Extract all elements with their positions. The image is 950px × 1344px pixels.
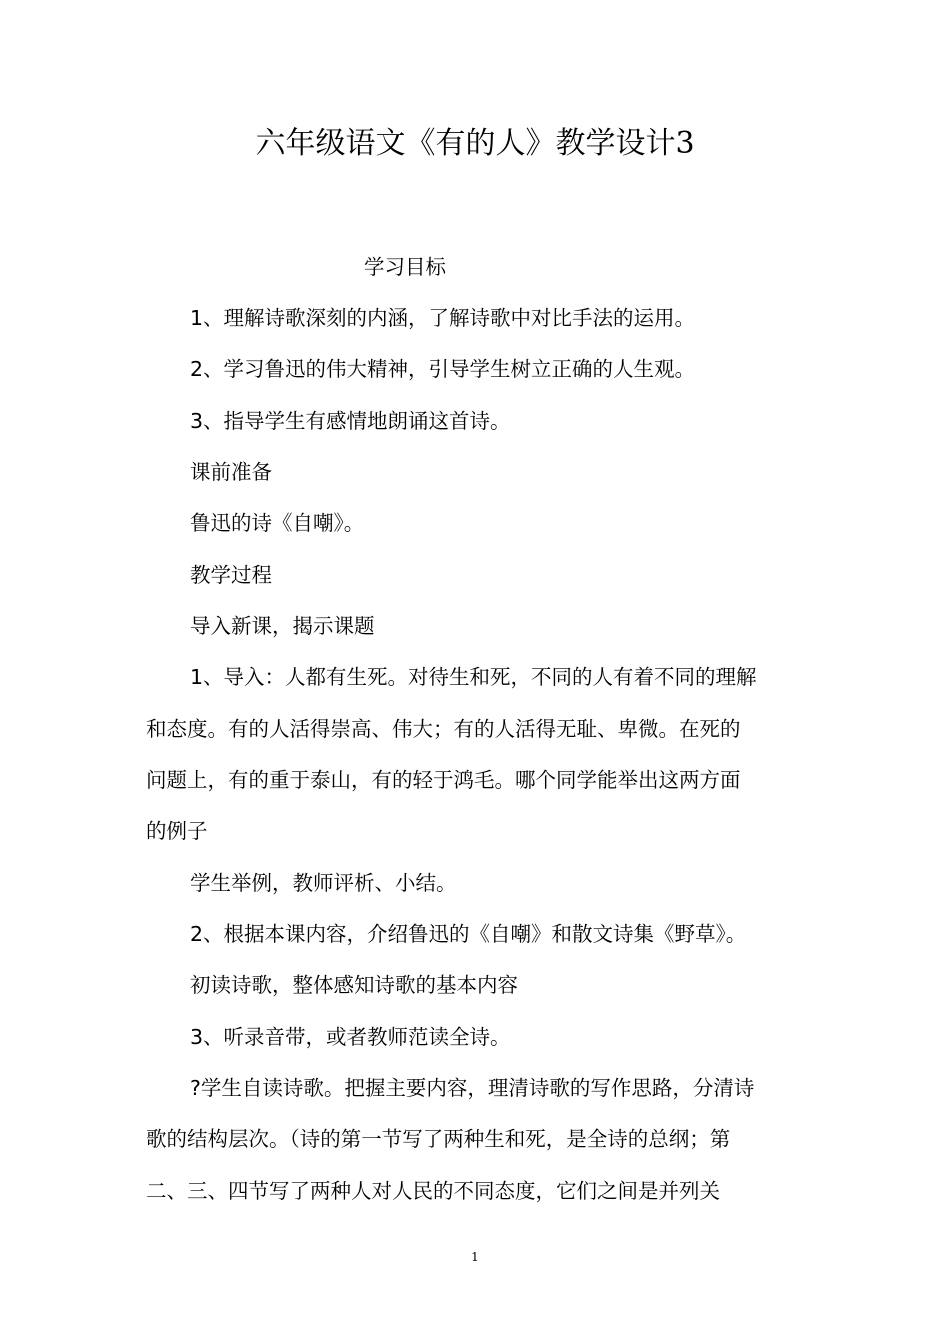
paragraph-line: 2、根据本课内容，介绍鲁迅的《自嘲》和散文诗集《野草》。 (190, 922, 747, 946)
paragraph-line: 学生举例，教师评析、小结。 (190, 871, 457, 895)
paragraph-line: 1、导入：人都有生死。对待生和死，不同的人有着不同的理解 (190, 665, 757, 689)
paragraph-line: 歌的结构层次。（诗的第一节写了两种生和死，是全诗的总纲；第 (146, 1127, 731, 1151)
paragraph-line: 问题上，有的重于泰山，有的轻于鸿毛。哪个同学能举出这两方面 (146, 768, 741, 792)
paragraph-line: 2、学习鲁迅的伟大精神，引导学生树立正确的人生观。 (190, 357, 696, 381)
paragraph-line: 和态度。有的人活得崇高、伟大；有的人活得无耻、卑微。在死的 (146, 717, 741, 741)
subheading-introduction: 导入新课，揭示课题 (190, 614, 375, 638)
section-heading-objectives: 学习目标 (364, 255, 446, 279)
paragraph-line: 3、听录音带，或者教师范读全诗。 (190, 1025, 511, 1049)
section-heading-process: 教学过程 (190, 563, 272, 587)
document-title: 六年级语文《有的人》教学设计3 (255, 126, 695, 161)
paragraph-line: 3、指导学生有感情地朗诵这首诗。 (190, 409, 511, 433)
paragraph-line: 1、理解诗歌深刻的内涵，了解诗歌中对比手法的运用。 (190, 306, 696, 330)
paragraph-line: 鲁迅的诗《自嘲》。 (190, 511, 365, 535)
paragraph-line: 的例子 (146, 819, 208, 843)
subheading-first-reading: 初读诗歌，整体感知诗歌的基本内容 (190, 973, 518, 997)
paragraph-line: ?学生自读诗歌。把握主要内容，理清诗歌的写作思路，分清诗 (190, 1076, 755, 1100)
paragraph-line: 二、三、四节写了两种人对人民的不同态度，它们之间是并列关 (146, 1179, 720, 1203)
page-number: 1 (471, 1250, 479, 1264)
section-heading-preparation: 课前准备 (190, 460, 272, 484)
